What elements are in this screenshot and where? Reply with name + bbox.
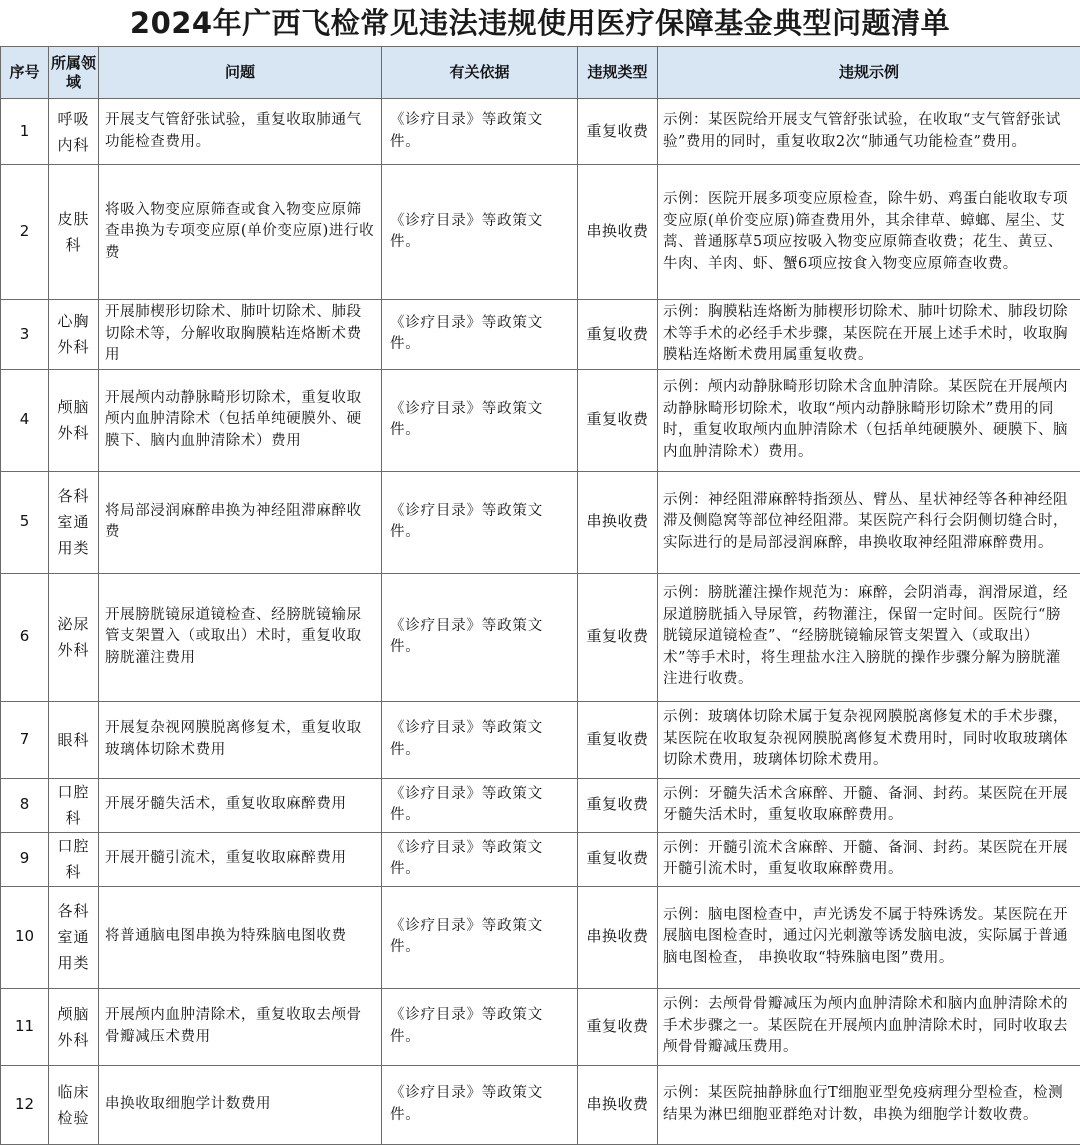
- cell-issue: 开展膀胱镜尿道镜检查、经膀胱镜输尿管支架置入（或取出）术时，重复收取膀胱灌注费用: [99, 573, 382, 701]
- table-row: [1, 701, 1080, 778]
- cell-no: 1: [1, 99, 49, 165]
- cell-issue: 将普通脑电图串换为特殊脑电图收费: [99, 886, 382, 988]
- cell-issue: 将局部浸润麻醉串换为神经阻滞麻醉收费: [99, 471, 382, 573]
- cell-dept: 颅脑外科: [49, 369, 99, 471]
- cell-example: 示例：某医院抽静脉血行T细胞亚型免疫病理分型检查，检测结果为淋巴细胞亚群绝对计数，串换为细胞学计数收费。: [658, 1065, 1080, 1144]
- cell-type: 串换收费: [578, 471, 658, 573]
- cell-example: 示例：胸膜粘连烙断为肺楔形切除术、肺叶切除术、肺段切除术等手术的必经手术步骤，某医院在开展上述手术时，收取胸膜粘连烙断术费用属重复收费。: [658, 300, 1080, 370]
- cell-issue: 开展支气管舒张试验，重复收取肺通气功能检查费用。: [99, 99, 382, 165]
- table-row: [1, 832, 1080, 886]
- cell-basis: 《诊疗目录》等政策文件。: [382, 369, 578, 471]
- header-dept: 所属领域: [49, 47, 99, 99]
- table-row: [1, 1065, 1080, 1144]
- cell-basis: 《诊疗目录》等政策文件。: [382, 701, 578, 778]
- header-type: 违规类型: [578, 47, 658, 99]
- cell-no: 7: [1, 701, 49, 778]
- cell-type: 串换收费: [578, 165, 658, 300]
- cell-no: 8: [1, 778, 49, 832]
- cell-example: 示例：脑电图检查中，声光诱发不属于特殊诱发。某医院在开展脑电图检查时，通过闪光刺激等诱发脑电波，实际属于普通脑电图检查， 串换收取“特殊脑电图”费用。: [658, 886, 1080, 988]
- table-header-row: [1, 47, 1080, 99]
- cell-dept: 口腔科: [49, 832, 99, 886]
- table-row: [1, 886, 1080, 988]
- cell-type: 重复收费: [578, 99, 658, 165]
- cell-basis: 《诊疗目录》等政策文件。: [382, 300, 578, 370]
- cell-basis: 《诊疗目录》等政策文件。: [382, 99, 578, 165]
- cell-type: 重复收费: [578, 988, 658, 1065]
- issue-table: [0, 46, 1080, 1145]
- table-row: [1, 300, 1080, 370]
- cell-example: 示例：医院开展多项变应原检查，除牛奶、鸡蛋白能收取专项变应原(单价变应原)筛查费用外，其余律草、蟑螂、屋尘、艾蒿、普通豚草5项应按吸入物变应原筛查收费；花生、黄豆、牛肉、羊肉、虾、蟹6项应按食入物变应原筛查收费。: [658, 165, 1080, 300]
- cell-no: 9: [1, 832, 49, 886]
- cell-example: 示例：神经阻滞麻醉特指颈丛、臂丛、星状神经等各种神经阻滞及侧隐窝等部位神经阻滞。某医院产科行会阴侧切缝合时，实际进行的是局部浸润麻醉，串换收取神经阻滞麻醉费用。: [658, 471, 1080, 573]
- cell-type: 重复收费: [578, 778, 658, 832]
- table-row: [1, 778, 1080, 832]
- cell-issue: 开展颅内血肿清除术，重复收取去颅骨骨瓣减压术费用: [99, 988, 382, 1065]
- cell-basis: 《诊疗目录》等政策文件。: [382, 471, 578, 573]
- cell-type: 重复收费: [578, 300, 658, 370]
- cell-dept: 呼吸内科: [49, 99, 99, 165]
- cell-basis: 《诊疗目录》等政策文件。: [382, 1065, 578, 1144]
- table-row: [1, 988, 1080, 1065]
- cell-no: 10: [1, 886, 49, 988]
- cell-dept: 各科室通用类: [49, 471, 99, 573]
- cell-dept: 各科室通用类: [49, 886, 99, 988]
- cell-no: 12: [1, 1065, 49, 1144]
- table-row: [1, 99, 1080, 165]
- cell-example: 示例：某医院给开展支气管舒张试验，在收取“支气管舒张试验”费用的同时，重复收取2次“肺通气功能检查”费用。: [658, 99, 1080, 165]
- cell-type: 串换收费: [578, 1065, 658, 1144]
- cell-dept: 临床检验: [49, 1065, 99, 1144]
- cell-dept: 口腔科: [49, 778, 99, 832]
- cell-issue: 开展肺楔形切除术、肺叶切除术、肺段切除术等，分解收取胸膜粘连烙断术费用: [99, 300, 382, 370]
- cell-example: 示例：去颅骨骨瓣减压为颅内血肿清除术和脑内血肿清除术的手术步骤之一。某医院在开展颅内血肿清除术时，同时收取去颅骨骨瓣减压费用。: [658, 988, 1080, 1065]
- cell-dept: 颅脑外科: [49, 988, 99, 1065]
- cell-issue: 串换收取细胞学计数费用: [99, 1065, 382, 1144]
- cell-example: 示例：玻璃体切除术属于复杂视网膜脱离修复术的手术步骤，某医院在收取复杂视网膜脱离修复术费用时，同时收取玻璃体切除术费用，玻璃体切除术费用。: [658, 701, 1080, 778]
- table-row: [1, 369, 1080, 471]
- cell-type: 重复收费: [578, 573, 658, 701]
- cell-basis: 《诊疗目录》等政策文件。: [382, 886, 578, 988]
- cell-example: 示例：开髓引流术含麻醉、开髓、备洞、封药。某医院在开展开髓引流术时，重复收取麻醉费用。: [658, 832, 1080, 886]
- cell-dept: 泌尿外科: [49, 573, 99, 701]
- cell-no: 2: [1, 165, 49, 300]
- table-row: [1, 573, 1080, 701]
- cell-no: 4: [1, 369, 49, 471]
- cell-issue: 开展牙髓失活术，重复收取麻醉费用: [99, 778, 382, 832]
- cell-issue: 开展复杂视网膜脱离修复术，重复收取玻璃体切除术费用: [99, 701, 382, 778]
- cell-no: 5: [1, 471, 49, 573]
- cell-dept: 皮肤科: [49, 165, 99, 300]
- cell-basis: 《诊疗目录》等政策文件。: [382, 988, 578, 1065]
- header-example: 违规示例: [658, 47, 1080, 99]
- cell-type: 串换收费: [578, 886, 658, 988]
- cell-dept: 眼科: [49, 701, 99, 778]
- cell-basis: 《诊疗目录》等政策文件。: [382, 778, 578, 832]
- cell-example: 示例：膀胱灌注操作规范为：麻醉，会阴消毒，润滑尿道，经尿道膀胱插入导尿管，药物灌注，保留一定时间。医院行“膀胱镜尿道镜检查”、“经膀胱镜输尿管支架置入（或取出）术”等手术时，将生理盐水注入膀胱的操作步骤分解为膀胱灌注进行收费。: [658, 573, 1080, 701]
- header-basis: 有关依据: [382, 47, 578, 99]
- cell-example: 示例：颅内动静脉畸形切除术含血肿清除。某医院在开展颅内动静脉畸形切除术，收取“颅内动静脉畸形切除术”费用的同时，重复收取颅内血肿清除术（包括单纯硬膜外、硬膜下、脑内血肿清除术）费用。: [658, 369, 1080, 471]
- table-row: [1, 471, 1080, 573]
- header-issue: 问题: [99, 47, 382, 99]
- cell-type: 重复收费: [578, 701, 658, 778]
- cell-type: 重复收费: [578, 832, 658, 886]
- cell-issue: 将吸入物变应原筛查或食入物变应原筛查串换为专项变应原(单价变应原)进行收费: [99, 165, 382, 300]
- cell-basis: 《诊疗目录》等政策文件。: [382, 165, 578, 300]
- cell-dept: 心胸外科: [49, 300, 99, 370]
- cell-no: 11: [1, 988, 49, 1065]
- cell-basis: 《诊疗目录》等政策文件。: [382, 832, 578, 886]
- cell-issue: 开展颅内动静脉畸形切除术，重复收取颅内血肿清除术（包括单纯硬膜外、硬膜下、脑内血肿清除术）费用: [99, 369, 382, 471]
- cell-no: 3: [1, 300, 49, 370]
- cell-basis: 《诊疗目录》等政策文件。: [382, 573, 578, 701]
- cell-example: 示例：牙髓失活术含麻醉、开髓、备洞、封药。某医院在开展牙髓失活术时，重复收取麻醉费用。: [658, 778, 1080, 832]
- header-no: 序号: [1, 47, 49, 99]
- cell-no: 6: [1, 573, 49, 701]
- table-row: [1, 165, 1080, 300]
- cell-type: 重复收费: [578, 369, 658, 471]
- cell-issue: 开展开髓引流术，重复收取麻醉费用: [99, 832, 382, 886]
- document-title: 2024年广西飞检常见违法违规使用医疗保障基金典型问题清单: [129, 6, 951, 40]
